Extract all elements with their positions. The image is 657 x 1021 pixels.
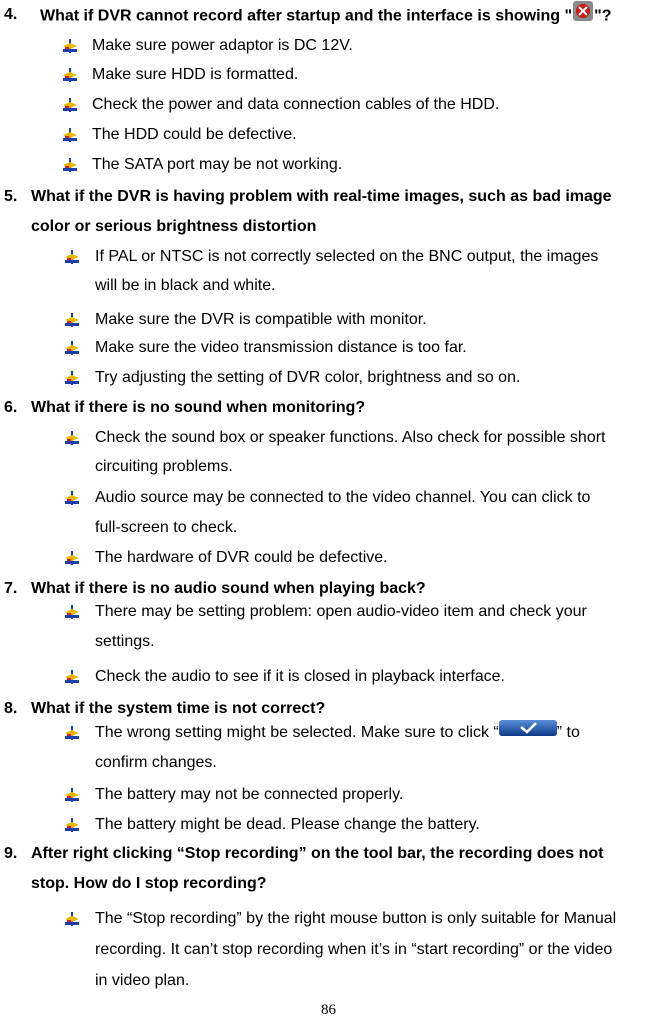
question-number: 7. <box>4 580 18 597</box>
question-number: 4. <box>4 6 18 23</box>
question-number: 9. <box>4 845 18 862</box>
bullet-icon <box>65 605 79 619</box>
question-text: What if there is no audio sound when playing back? <box>31 580 426 597</box>
bullet-icon <box>65 726 79 740</box>
question-text: What if the system time is not correct? <box>31 700 326 717</box>
question-text: color or serious brightness distortion <box>31 218 317 235</box>
bullet-icon <box>65 818 79 832</box>
bullet-icon <box>63 158 77 172</box>
record-error-icon <box>572 0 594 33</box>
question-number: 6. <box>4 399 18 416</box>
question-text: What if DVR cannot record after startup and the interface is showing " "? <box>40 0 611 33</box>
bullet-icon <box>63 98 77 112</box>
bullet-icon <box>65 313 79 327</box>
question-text: What if the DVR is having problem with real-time images, such as bad image <box>31 188 612 205</box>
question-text: stop. How do I stop recording? <box>31 875 267 892</box>
bullet-icon <box>65 341 79 355</box>
page-number: 86 <box>321 1002 336 1018</box>
bullet-icon <box>63 39 77 53</box>
bullet-icon <box>65 788 79 802</box>
bullet-icon <box>65 431 79 445</box>
bullet-icon <box>65 551 79 565</box>
confirm-check-button-icon <box>499 718 557 748</box>
question-number: 8. <box>4 700 18 717</box>
bullet-icon <box>65 250 79 264</box>
bullet-icon <box>65 670 79 684</box>
question-text: After right clicking “Stop recording” on the tool bar, the recording does not <box>31 845 604 862</box>
bullet-icon <box>65 491 79 505</box>
question-text: What if there is no sound when monitoring? <box>31 399 366 416</box>
bullet-icon <box>63 128 77 142</box>
bullet-icon <box>63 68 77 82</box>
question-number: 5. <box>4 188 18 205</box>
bullet-icon <box>65 912 79 926</box>
bullet-icon <box>65 371 79 385</box>
